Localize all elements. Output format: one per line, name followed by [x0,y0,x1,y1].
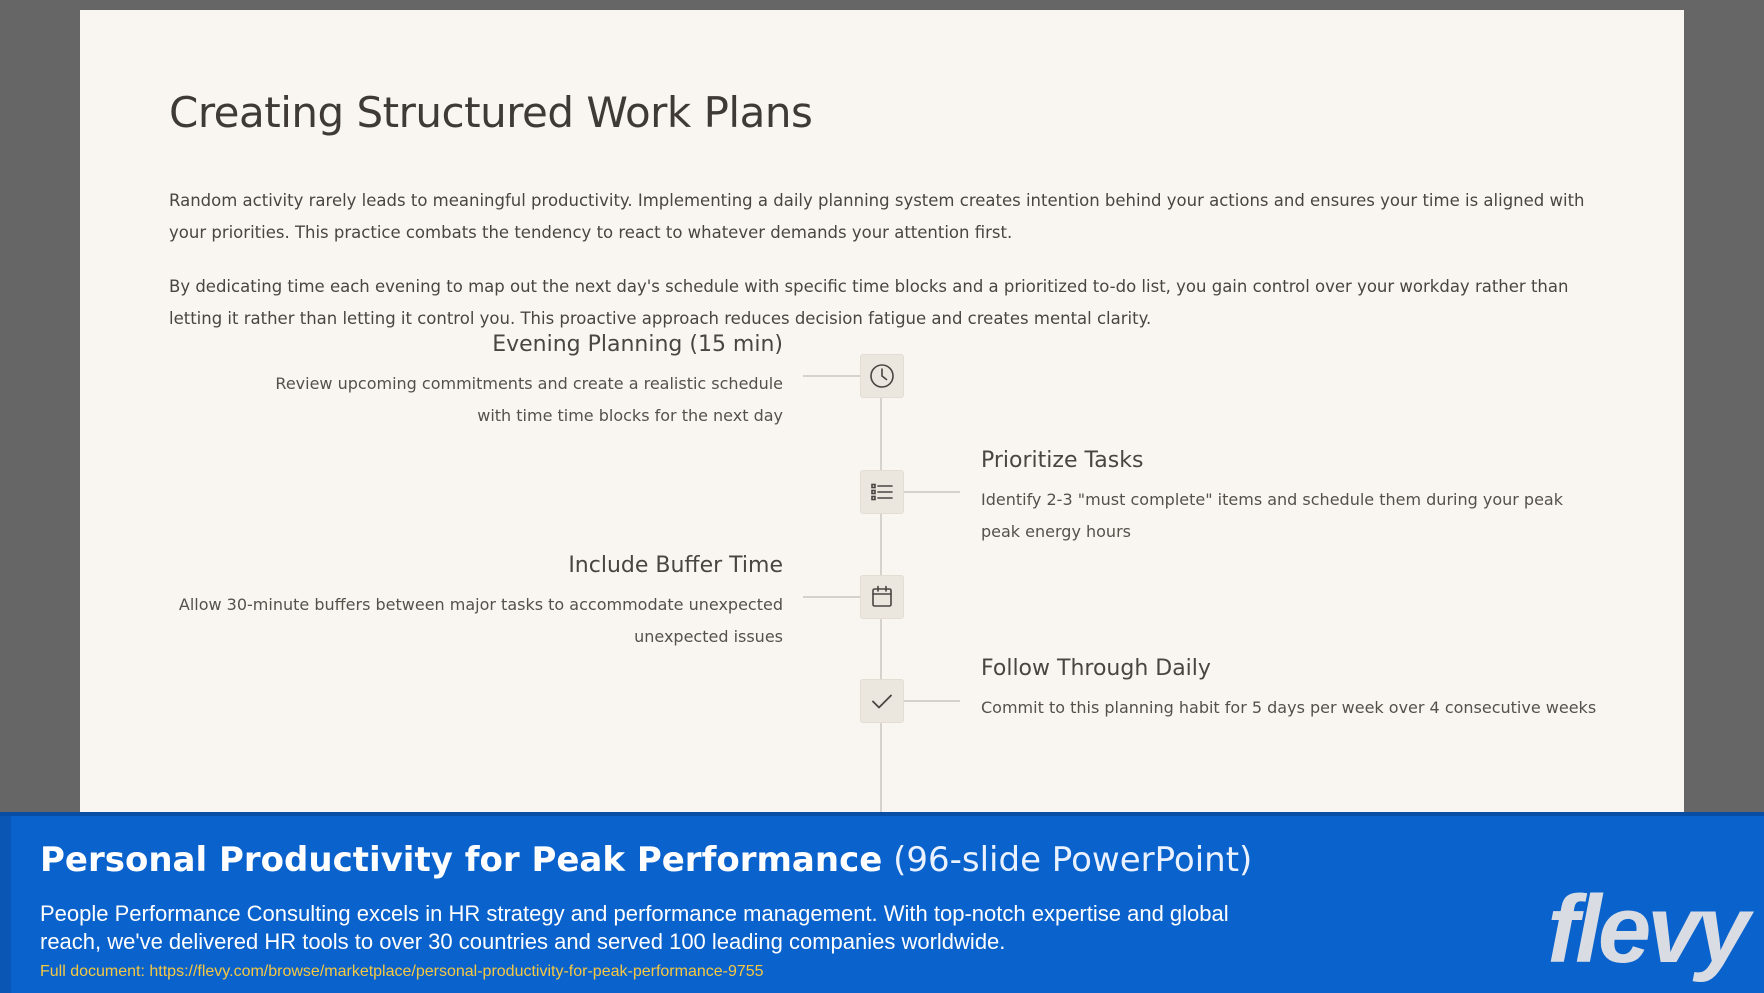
slide-title: Creating Structured Work Plans [169,88,813,137]
check-icon [867,686,897,716]
step-description: Allow 30-minute buffers between major tasks to accommodate unexpected unexpected issues [178,595,783,646]
timeline-node [860,354,904,398]
banner-title [40,840,1252,880]
document-link[interactable]: Full document: https://flevy.com/browse/marketplace/personal-productivity-for-peak-performance-9755 [40,963,764,980]
flevy-logo[interactable]: flevy [1547,876,1746,983]
step-description: Commit to this planning habit for 5 days per week over 4 consecutive weeks [981,698,1597,717]
clock-icon [867,361,897,391]
step-title: Include Buffer Time [568,553,783,578]
timeline-node [860,679,904,723]
step-description: Identify 2-3 "must complete" items and schedule them during your peak peak energy hours [981,490,1563,541]
banner-description: People Performance Consulting excels in HR strategy and performance management. With top-notch expertise and global reach, we've delivered HR tools to over 30 countries and served 100 leading companies worldwide. [40,901,1229,954]
timeline-connector [803,596,861,598]
step-title: Follow Through Daily [981,656,1211,681]
promo-banner [0,812,1764,993]
calendar-icon [867,582,897,612]
banner-title-suffix: (96-slide PowerPoint) [893,840,1253,880]
banner-edge [0,816,11,993]
step-title: Prioritize Tasks [981,448,1144,473]
intro-paragraph-1: Random activity rarely leads to meaningful productivity. Implementing a daily planning system creates intention behind your actions and ensures your time is aligned with your priorities. This practice combats the tendency to react to whatever demands your attention first. [169,191,1585,242]
step-description: Review upcoming commitments and create a realistic schedule with time time blocks for the next day [275,374,783,425]
timeline-connector [902,700,960,702]
step-title: Evening Planning (15 min) [492,332,783,357]
list-icon [867,477,897,507]
timeline-node [860,575,904,619]
intro-paragraph-2: By dedicating time each evening to map out the next day's schedule with specific time blocks and a prioritized to-do list, you gain control over your workday rather than letting it rather than letting it control you. This proactive approach reduces decision fatigue and creates mental clarity. [169,277,1569,328]
banner-title-main: Personal Productivity for Peak Performance [40,840,883,880]
timeline-connector [902,491,960,493]
timeline-connector [803,375,861,377]
timeline-node [860,470,904,514]
